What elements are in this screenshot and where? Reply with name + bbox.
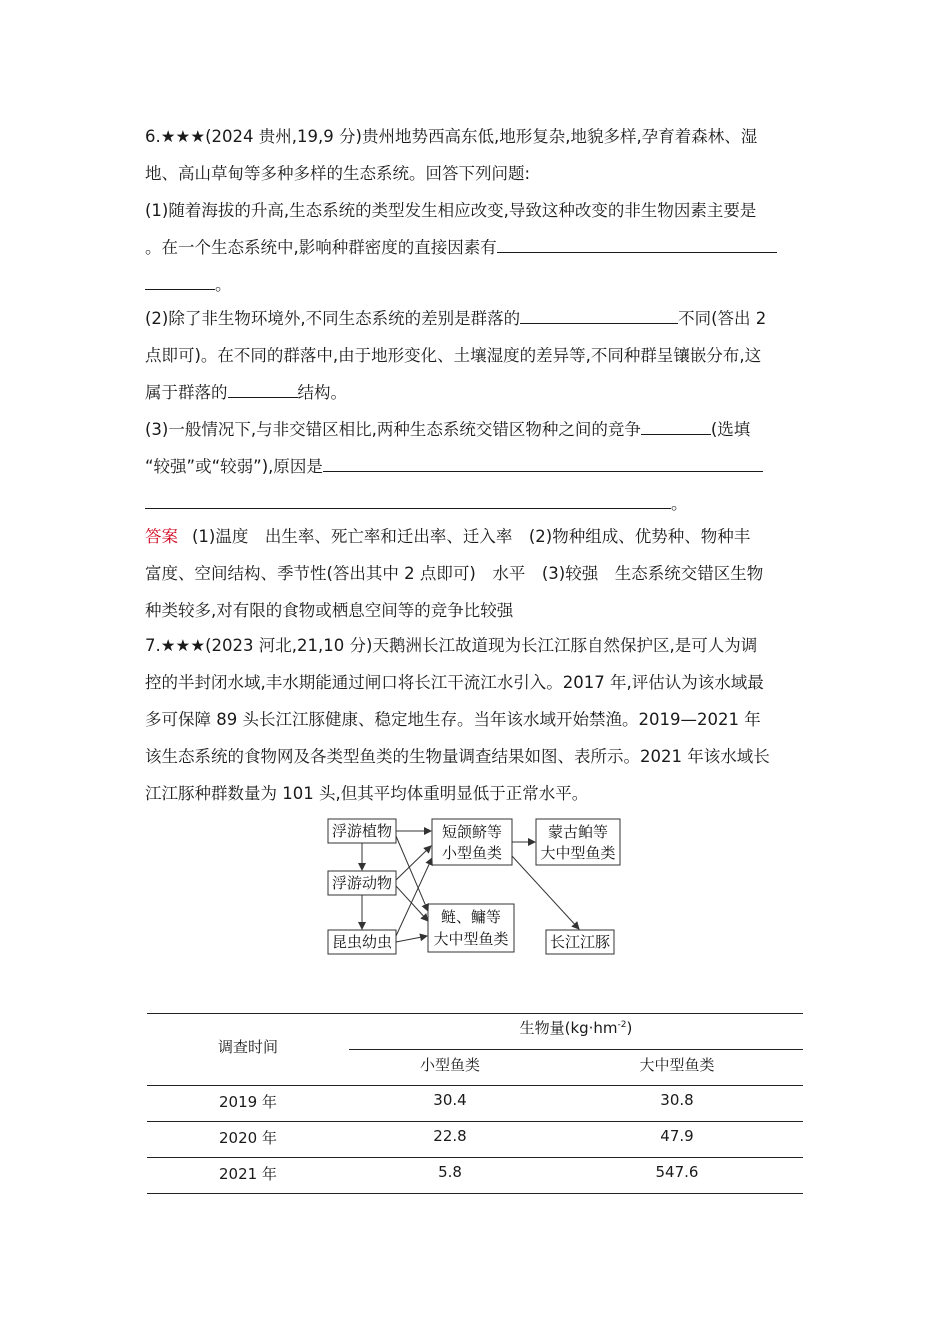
small-fish-label-2: 小型鱼类 [441, 844, 503, 862]
table-rule [147, 1121, 803, 1122]
q7-line2: 控的半封闭水域,丰水期能通过闸口将长江干流江水引入。2017 年,评估认为该水域最 [145, 673, 764, 692]
q6-part3-text-post: (选填 [710, 420, 751, 439]
q7-line5: 江江豚种群数量为 101 头,但其平均体重明显低于正常水平。 [145, 784, 589, 803]
culter-label-2: 大中型鱼类 [540, 844, 616, 862]
food-web-diagram [326, 816, 626, 956]
arrow-insect-silver [396, 936, 427, 942]
porpoise-label: 长江江豚 [549, 933, 611, 951]
q6-stem-line2: 地、高山草甸等多种多样的生态系统。回答下列问题: [145, 164, 531, 183]
insect-larvae-label: 昆虫幼虫 [331, 933, 393, 951]
q6-part2-line1 [145, 309, 766, 329]
q6-part3-text-pre: (3)一般情况下,与非交错区相比,两种生态系统交错区物种之间的竞争 [145, 420, 641, 439]
arrow-small-porpoise [512, 856, 579, 929]
silver-carp-label-2: 大中型鱼类 [433, 930, 509, 948]
q6-part1-line2 [145, 238, 777, 258]
biomass-unit-sup: -2 [617, 1020, 627, 1030]
table-header-small: 小型鱼类 [419, 1056, 480, 1074]
q6-part1-line1: (1)随着海拔的升高,生态系统的类型发生相应改变,导致这种改变的非生物因素主要是 [145, 201, 757, 220]
answer-blank [497, 238, 777, 253]
q6-part3-reason-pre: “较强”或“较弱”),原因是 [145, 457, 323, 476]
table-cell-small: 30.4 [433, 1091, 467, 1109]
answer-blank [145, 275, 215, 290]
table-rule [147, 1085, 803, 1086]
table-cell-large: 47.9 [660, 1127, 694, 1145]
answer-text-1: (1)温度 出生率、死亡率和迁出率、迁入率 (2)物种组成、优势种、物种丰 [192, 527, 751, 546]
q6-part2-text-pre: (2)除了非生物环境外,不同生态系统的差别是群落的 [145, 309, 521, 328]
q6-part1-text: 。在一个生态系统中,影响种群密度的直接因素有 [145, 238, 497, 257]
q7-line3: 多可保障 89 头长江江豚健康、稳定地生存。当年该水域开始禁渔。2019—2021 年 [145, 710, 761, 729]
q6-part3-line2 [145, 457, 763, 477]
q6-part2-line3 [145, 383, 347, 403]
answer-blank [641, 420, 711, 435]
biomass-unit-text: 生物量(kg·hm [519, 1019, 618, 1037]
biomass-unit-close: ) [626, 1019, 633, 1037]
q6-stem-line1: 6.★★★(2024 贵州,19,9 分)贵州地势西高东低,地形复杂,地貌多样,孕育着森林、湿 [145, 127, 758, 146]
table-rule-top [147, 1013, 803, 1014]
table-rule-bottom [147, 1193, 803, 1194]
table-rule-mid [349, 1049, 803, 1050]
q6-part2-structure-pre: 属于群落的 [145, 383, 228, 402]
zooplankton-label: 浮游动物 [331, 874, 393, 892]
answer-line3: 种类较多,对有限的食物或栖息空间等的竞争比较强 [145, 601, 514, 620]
silver-carp-label-1: 鲢、鳙等 [440, 908, 502, 926]
period: 。 [671, 494, 688, 513]
table-cell-small: 22.8 [433, 1127, 467, 1145]
q7-line1: 7.★★★(2023 河北,21,10 分)天鹅洲长江故道现为长江江豚自然保护区,是可人为调 [145, 636, 758, 655]
arrow-zoo-silver [396, 886, 428, 921]
phytoplankton-label: 浮游植物 [331, 822, 393, 840]
answer-line2: 富度、空间结构、季节性(答出其中 2 点即可) 水平 (3)较强 生态系统交错区生物 [145, 564, 764, 583]
table-header-biomass [349, 1017, 803, 1038]
answer-blank [228, 383, 298, 398]
q7-line4: 该生态系统的食物网及各类型鱼类的生物量调查结果如图、表所示。2021 年该水域长 [145, 747, 770, 766]
arrow-zoo-small [396, 846, 431, 880]
arrow-insect-small [396, 858, 432, 936]
answer-line1 [145, 527, 750, 547]
table-cell-large: 547.6 [655, 1163, 699, 1181]
answer-label: 答案 [145, 527, 178, 546]
answer-blank [323, 457, 763, 472]
q6-part1-line3 [145, 275, 232, 295]
table-rule [147, 1157, 803, 1158]
period: 。 [215, 275, 232, 294]
table-cell-year: 2021 年 [219, 1165, 277, 1183]
table-cell-small: 5.8 [438, 1163, 462, 1181]
q6-part2-text-post: 不同(答出 2 [678, 309, 767, 328]
culter-label-1: 蒙古鲌等 [547, 823, 609, 841]
q6-part2-line2: 点即可)。在不同的群落中,由于地形变化、土壤湿度的差异等,不同种群呈镶嵌分布,这 [145, 346, 762, 365]
q6-part3-line1 [145, 420, 750, 440]
answer-blank [145, 494, 671, 509]
small-fish-label-1: 短颌鲚等 [441, 823, 503, 841]
q6-part2-structure-post: 结构。 [297, 383, 347, 402]
answer-blank [520, 309, 678, 324]
table-header-large: 大中型鱼类 [639, 1056, 715, 1074]
table-header-time: 调查时间 [217, 1038, 278, 1056]
table-cell-year: 2020 年 [219, 1129, 277, 1147]
table-cell-year: 2019 年 [219, 1093, 277, 1111]
q6-part3-line3 [145, 494, 688, 514]
arrow-phyto-silver [396, 836, 428, 911]
table-cell-large: 30.8 [660, 1091, 694, 1109]
